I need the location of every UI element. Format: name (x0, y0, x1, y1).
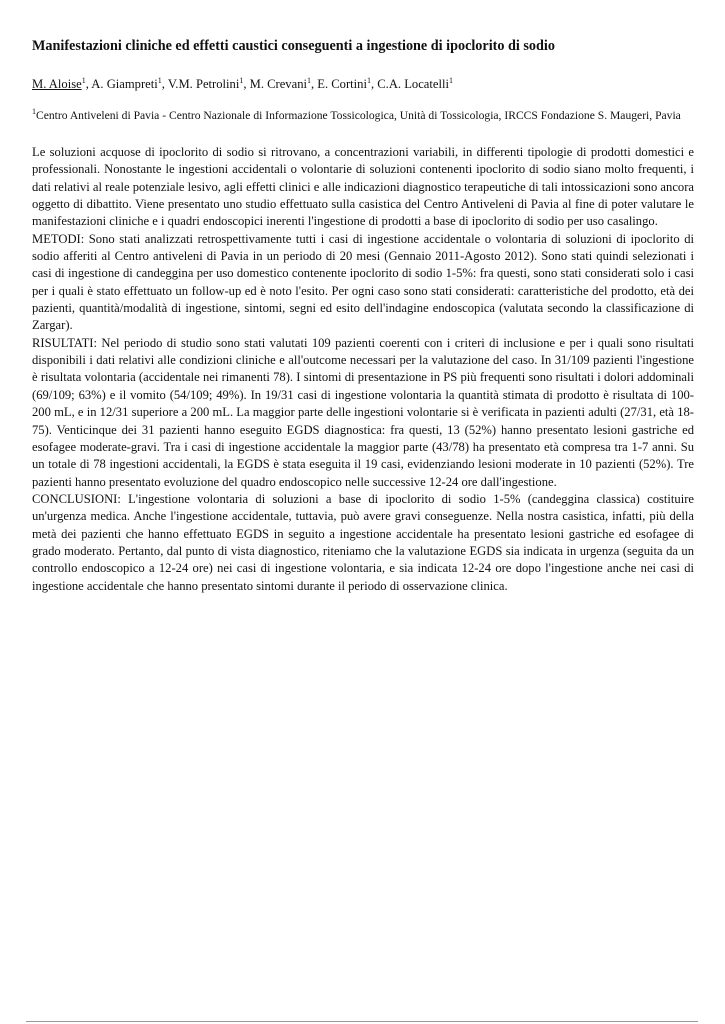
page-bottom-rule (26, 1021, 698, 1022)
affiliation (32, 107, 694, 124)
author-affiliation-mark: 1 (157, 75, 162, 85)
author-name: A. Giampreti (91, 77, 158, 91)
author-separator: , (243, 77, 250, 91)
abstract-risultati: RISULTATI: Nel periodo di studio sono stati valutati 109 pazienti coerenti con i criteri di inclusione e per i quali sono risultati disponibili i dati relativi alle condizioni cliniche e all'outcome necessari per la valutazione del caso. In 31/109 pazienti l'ingestione è risultata volontaria (accidentale nei rimanenti 78). I sintomi di presentazione in PS più frequenti sono risultati i dolori addominali (69/109; 63%) e il vomito (54/109; 49%). In 19/31 casi di ingestione volontaria la quantità stimata di prodotto è risultata di 100-200 mL, e in 12/31 superiore a 200 mL. La maggior parte delle ingestioni volontarie si è verificata in pazienti adulti (27/31, età 18-75). Venticinque dei 31 pazienti hanno eseguito EGDS diagnostica: fra questi, 13 (52%) hanno presentato lesioni gastriche ed esofagee moderate-gravi. Tra i casi di ingestione accidentale la maggior parte (43/78) ha presentato età compresa tra 1-7 anni. Su un totale di 78 ingestioni accidentali, la EGDS è stata eseguita il 19 casi, evidenziando lesioni moderate in 10 pazienti (52%). Tre pazienti hanno presentato evoluzione del quadro endoscopico nelle successive 12-24 ore dall'ingestione. (32, 335, 694, 489)
author-separator: , (161, 77, 168, 91)
author-affiliation-mark: 1 (81, 75, 86, 85)
abstract (32, 144, 694, 595)
affiliation-mark: 1 (32, 107, 36, 117)
author-affiliation-mark: 1 (307, 75, 311, 85)
affiliation-text: Centro Antiveleni di Pavia - Centro Nazionale di Informazione Tossicologica, Unità di Tossicologia, IRCCS Fondazione S. Maugeri, Pavia (36, 109, 681, 122)
author-list (32, 75, 694, 93)
abstract-conclusioni: CONCLUSIONI: L'ingestione volontaria di soluzioni a base di ipoclorito di sodio 1-5% (candeggina classica) costituire un'urgenza medica. Anche l'ingestione accidentale, tuttavia, può avere gravi conseguenze. Nella nostra casistica, infatti, più della metà dei pazienti che hanno effettuato EGDS in seguito a ingestione accidentale ha presentato lesioni gastriche ed esofagee di grado moderato. Pertanto, dal punto di vista diagnostico, riteniamo che la valutazione EGDS sia indicata in urgenza (seguita da un controllo endoscopico a 12-24 ore) nei casi di ingestione volontaria, e sia indicata 12-24 ore dopo l'ingestione anche nei casi di ingestione accidentale che hanno presentato sintomi durante il periodo di osservazione clinica. (32, 491, 694, 593)
abstract-intro: Le soluzioni acquose di ipoclorito di sodio si ritrovano, a concentrazioni variabili, in differenti tipologie di prodotti domestici e professionali. Nonostante le ingestioni accidentali o volontarie di soluzioni contenenti ipoclorito di sodio siano molto frequenti, i dati relativi al reale potenziale lesivo, agli effetti clinici e alle indicazioni diagnostico terapeutiche di tali intossicazioni sono ancora oggetto di dibattito. Viene presentato uno studio effettuato sulla casistica del Centro Antiveleni di Pavia al fine di poter valutare le manifestazioni cliniche e i quadri endoscopici inerenti l'ingestione di prodotti a base di ipoclorito di sodio per uso casalingo. (32, 145, 694, 229)
author-name: M. Aloise (32, 77, 82, 91)
author-name: M. Crevani (249, 77, 307, 91)
document-title: Manifestazioni cliniche ed effetti caustici conseguenti a ingestione di ipoclorito di sodio (32, 38, 555, 54)
document-page (32, 36, 694, 595)
author-separator: , (311, 77, 318, 91)
abstract-metodi: METODI: Sono stati analizzati retrospettivamente tutti i casi di ingestione accidentale o volontaria di soluzioni di ipoclorito di sodio afferiti al Centro antiveleni di Pavia in un periodo di 20 mesi (Gennaio 2011-Agosto 2012). Sono stati quindi selezionati i casi di ingestione di candeggina per uso domestico contenente ipoclorito di sodio 1-5%: fra questi, sono stati considerati solo i casi per i quali è stato effettuato un follow-up ed è noto l'esito. Per ogni caso sono stati considerati: caratteristiche del prodotto, età dei pazienti, quantità/modalità di ingestione, sintomi, segni ed esito dell'indagine endoscopica (valutata secondo la classificazione di Zargar). (32, 231, 694, 333)
author-name: E. Cortini (317, 77, 367, 91)
author-affiliation-mark: 1 (239, 75, 244, 85)
author-name: V.M. Petrolini (167, 77, 240, 91)
author-name: C.A. Locatelli (377, 77, 449, 91)
author-affiliation-mark: 1 (366, 75, 371, 85)
author-separator: , (85, 77, 92, 91)
author-separator: , (370, 77, 378, 91)
author-affiliation-mark: 1 (448, 75, 453, 85)
